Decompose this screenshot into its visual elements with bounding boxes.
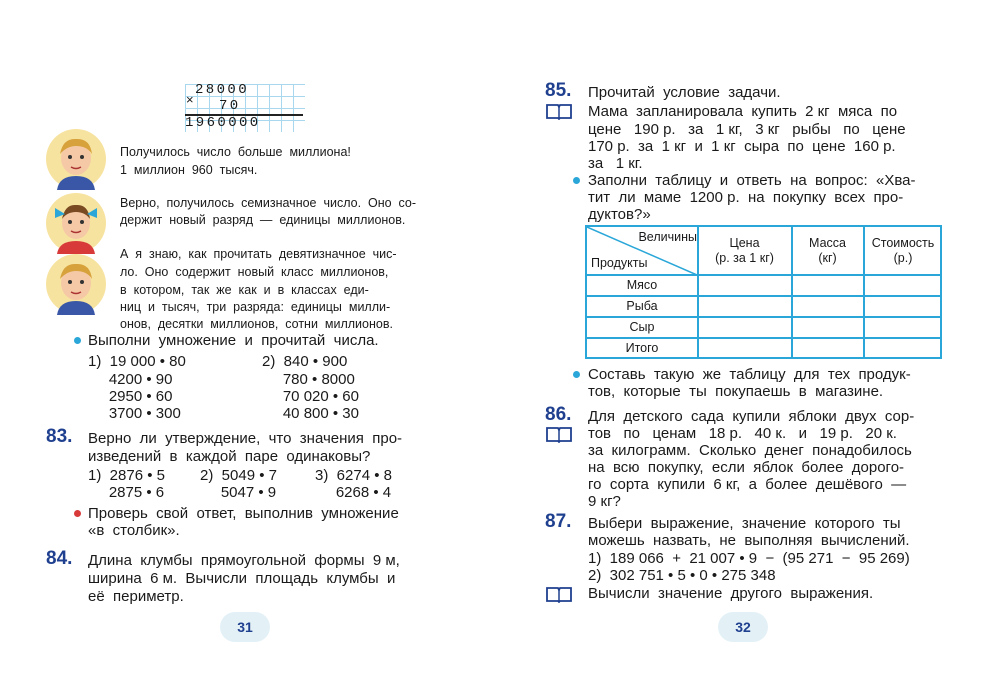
boy2-line4: ниц и тысяч, три разряда: единицы милли- [120,300,391,314]
exercise-number-84: 84. [46,548,73,569]
exercise-number-83: 83. [46,426,73,447]
ex87-final: Вычисли значение другого выражения. [588,585,874,602]
ex83-pair3a: 3) 6274 • 8 [315,467,392,484]
ex85-bullet3: дуктов?» [588,206,651,223]
ex87-expr2: 2) 302 751 • 5 • 0 • 275 348 [588,567,776,584]
calc-row1: 28000 [195,82,250,98]
ex85-bullet1: Заполни таблицу и ответь на вопрос: «Хва- [588,172,916,189]
ex83-line1: Верно ли утверждение, что значения про- [88,430,403,447]
ex84-line2: ширина 6 м. Вычисли площадь клумбы и [88,570,396,587]
calc-row2: 70 [219,98,241,114]
ex87-line1: Выбери выражение, значение которого ты [588,515,901,532]
ex84-line3: её периметр. [88,588,184,605]
mult-col2-4: 40 800 • 30 [262,405,359,422]
col-header-cost: Стоимость (р.) [871,236,935,265]
book-icon [545,585,573,603]
col-header-mass: Масса (кг) [809,236,846,265]
bullet-icon [74,337,81,344]
ex83-check2: «в столбик». [88,522,180,539]
bullet-icon [573,371,580,378]
ex85-bullet2-line1: Составь такую же таблицу для тех продук- [588,366,911,383]
ex87-line2: можешь назвать, не выполняя вычислений. [588,532,910,549]
book-icon [545,425,573,443]
page-number-31: 31 [220,612,270,642]
boy2-line3: в котором, так же как и в классах еди- [120,283,369,297]
ex83-pair1b: 2875 • 6 [88,484,165,501]
ex85-line1: Мама запланировала купить 2 кг мяса по [588,103,898,120]
ex84-line1: Длина клумбы прямоугольной формы 9 м, [88,552,400,569]
boy1-line2: 1 миллион 960 тысяч. [120,163,258,177]
mult-col1-1: 1) 19 000 • 80 [88,353,186,370]
ex83-pair2b: 5047 • 9 [200,484,277,501]
ex83-check1: Проверь свой ответ, выполнив умножение [88,505,399,522]
boy2-line5: онов, десятки миллионов, сотни миллионов. [120,317,393,331]
ex86-line3: за килограмм. Сколько денег понадобилось [588,442,912,459]
boy1-line1: Получилось число больше миллиона! [120,145,351,159]
ex83-pair2a: 2) 5049 • 7 [200,467,277,484]
page-number-32: 32 [718,612,768,642]
row-fish: Рыба [626,299,658,313]
bullet-red-icon [74,510,81,517]
ex85-bullet2: тит ли маме 1200 р. на покупку всех про- [588,189,904,206]
multiply-sign: × [186,92,194,107]
ex86-line6: 9 кг? [588,493,621,510]
ex83-line2: изведений в каждой паре одинаковы? [88,448,371,465]
girl-line2: держит новый разряд — единицы миллионов. [120,213,406,227]
ex86-line1: Для детского сада купили яблоки двух сор- [588,408,915,425]
row-meat: Мясо [626,278,658,292]
ex86-line2: тов по ценам 18 р. 40 к. и 19 р. 20 к. [588,425,897,442]
boy2-line1: А я знаю, как прочитать девятизначное чис- [120,247,397,261]
book-icon [545,102,573,120]
table-corner-bottom: Продукты [591,256,648,270]
bullet-icon [573,177,580,184]
table-corner-top: Величины [638,230,697,244]
exercise-number-87: 87. [545,511,572,532]
mult-col2-1: 2) 840 • 900 [262,353,348,370]
boy2-avatar-icon [45,253,107,315]
row-total: Итого [625,341,659,355]
products-table [585,225,942,359]
ex87-expr1: 1) 189 066 + 21 007 • 9 − (95 271 − 95 269) [588,550,910,567]
girl-line1: Верно, получилось семизначное число. Оно со- [120,196,417,210]
ex83-pair1a: 1) 2876 • 5 [88,467,165,484]
exercise-number-85: 85. [545,80,572,101]
exercise-number-86: 86. [545,404,572,425]
boy2-line2: ло. Оно содержит новый класс миллионов, [120,265,389,279]
row-cheese: Сыр [629,320,655,334]
girl-avatar-icon [45,192,107,254]
ex86-line5: го сорта купили 6 кг, а более дешёвого — [588,476,907,493]
mult-col1-4: 3700 • 300 [88,405,181,422]
mult-col2-2: 780 • 8000 [262,371,355,388]
boy-avatar-icon [45,128,107,190]
task-multiply: Выполни умножение и прочитай числа. [88,332,379,349]
calc-result: 1960000 [185,115,261,131]
ex85-line4: за 1 кг. [588,155,643,172]
ex85-intro: Прочитай условие задачи. [588,84,781,101]
mult-col2-3: 70 020 • 60 [262,388,359,405]
right-page [495,0,990,700]
ex83-pair3b: 6268 • 4 [315,484,392,501]
ex85-line2: цене 190 р. за 1 кг, 3 кг рыбы по цене [588,121,906,138]
ex85-line3: 170 р. за 1 кг и 1 кг сыра по цене 160 р. [588,138,896,155]
ex85-bullet2-line2: тов, которые ты покупаешь в магазине. [588,383,884,400]
ex86-line4: на всю покупку, если яблок более дорого- [588,459,905,476]
mult-col1-2: 4200 • 90 [88,371,173,388]
mult-col1-3: 2950 • 60 [88,388,173,405]
col-header-price: Цена (р. за 1 кг) [715,236,774,265]
multiplication-grid [185,84,305,132]
